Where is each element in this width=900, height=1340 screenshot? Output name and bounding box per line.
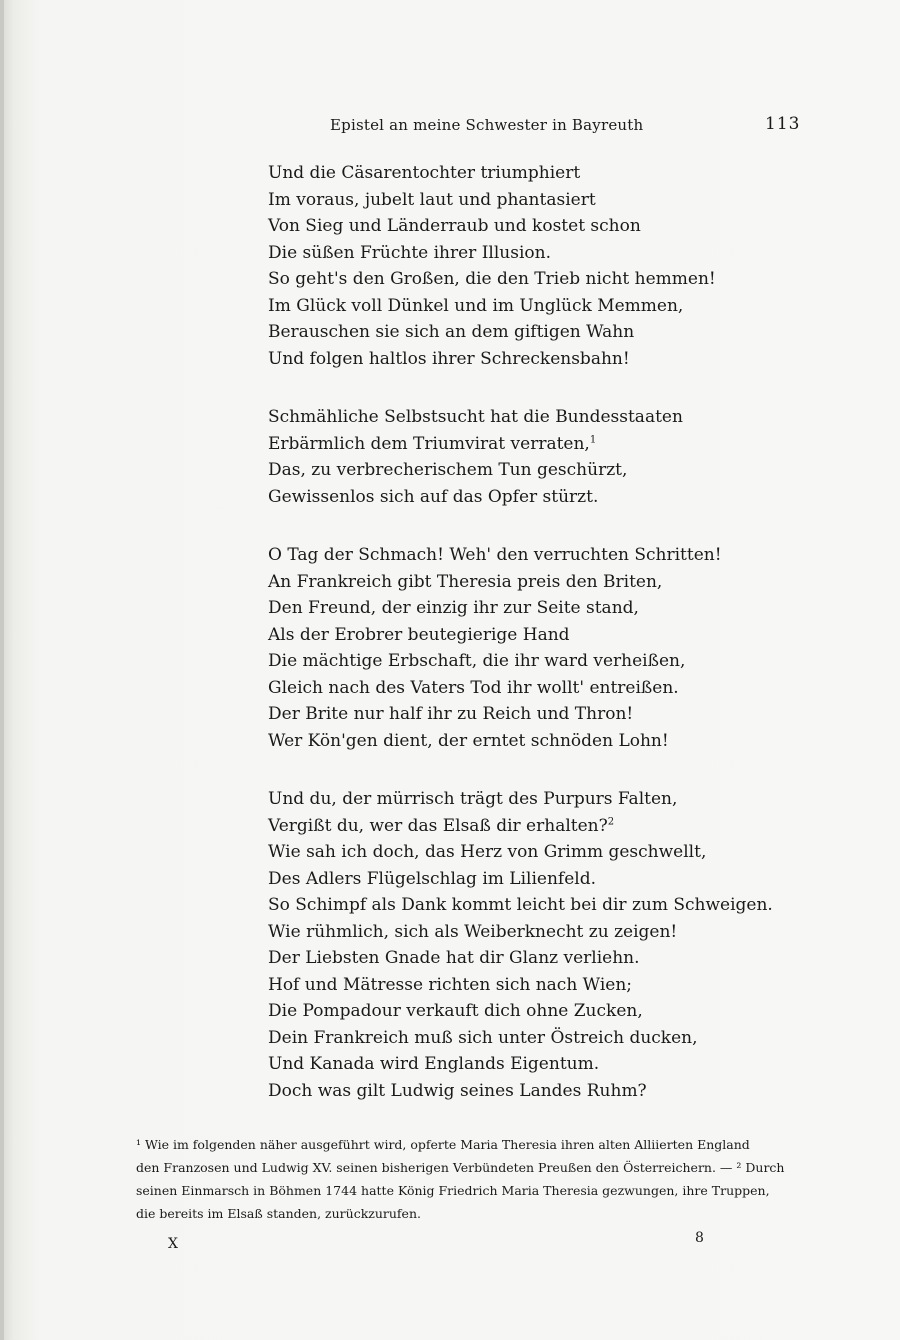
poem-line: Im Glück voll Dünkel und im Unglück Memmen, (268, 295, 684, 316)
poem-line: Und du, der mürrisch trägt des Purpurs Falten, (268, 789, 678, 809)
poem-line: So geht's den Großen, die den Trieb nicht hemmen! (268, 269, 716, 289)
poem-line: Der Liebsten Gnade hat dir Glanz verliehn. (268, 948, 640, 968)
footnote-line: die bereits im Elsaß standen, zurückzurufen. (136, 1206, 421, 1221)
poem-line: Als der Erobrer beutegierige Hand (268, 624, 570, 645)
footnote-ref: 2 (607, 815, 615, 827)
poem-line: Schmähliche Selbstsucht hat die Bundesstaaten (268, 407, 683, 427)
footnotes (136, 1133, 786, 1225)
poem-line-text: Vergißt du, wer das Elsaß dir erhalten? (268, 815, 608, 836)
poem-line: Im voraus, jubelt laut und phantasiert (268, 189, 596, 210)
poem-line: Des Adlers Flügelschlag im Lilienfeld. (268, 868, 596, 889)
poem-line: Doch was gilt Ludwig seines Landes Ruhm? (268, 1080, 647, 1101)
footnote-line: seinen Einmarsch in Böhmen 1744 hatte König Friedrich Maria Theresia gezwungen, ihre Truppen, (136, 1183, 770, 1198)
poem-line: Die süßen Früchte ihrer Illusion. (268, 242, 551, 263)
poem-line: Den Freund, der einzig ihr zur Seite stand, (268, 598, 639, 618)
stanza (268, 160, 828, 372)
poem-line: Und die Cäsarentochter triumphiert (268, 163, 581, 183)
page-gutter-edge (0, 0, 4, 1340)
poem (268, 160, 828, 1136)
poem-line: An Frankreich gibt Theresia preis den Briten, (268, 571, 663, 592)
poem-line: Wie rühmlich, sich als Weiberknecht zu zeigen! (268, 921, 678, 942)
footnote-line: ¹ Wie im folgenden näher ausgeführt wird, opferte Maria Theresia ihren alten Alliierten England (136, 1137, 750, 1152)
poem-line: Wie sah ich doch, das Herz von Grimm geschwellt, (268, 842, 707, 862)
poem-line: Die mächtige Erbschaft, die ihr ward verheißen, (268, 651, 686, 671)
poem-line: Dein Frankreich muß sich unter Östreich ducken, (268, 1027, 698, 1048)
poem-line: Hof und Mätresse richten sich nach Wien; (268, 974, 633, 995)
signature-number: 8 (695, 1230, 704, 1246)
footnote-line: den Franzosen und Ludwig XV. seinen bisherigen Verbündeten Preußen den Österreichern. — ² Durch (136, 1160, 785, 1175)
page-number: 113 (765, 114, 801, 134)
poem-line: Gleich nach des Vaters Tod ihr wollt' entreißen. (268, 677, 679, 698)
running-title: Epistel an meine Schwester in Bayreuth (330, 116, 644, 134)
poem-line-text: Erbärmlich dem Triumvirat verraten, (268, 433, 590, 454)
signature-mark: X (168, 1236, 178, 1252)
footnote-ref: 1 (589, 433, 597, 445)
poem-line: Von Sieg und Länderraub und kostet schon (268, 216, 641, 236)
poem-line: O Tag der Schmach! Weh' den verruchten Schritten! (268, 545, 722, 565)
poem-line: Und folgen haltlos ihrer Schreckensbahn! (268, 348, 630, 369)
poem-line-with-note (268, 431, 828, 458)
poem-line-with-note (268, 813, 828, 840)
poem-line: Gewissenlos sich auf das Opfer stürzt. (268, 486, 599, 507)
poem-line: Und Kanada wird Englands Eigentum. (268, 1054, 600, 1074)
stanza (268, 542, 828, 754)
poem-line: So Schimpf als Dank kommt leicht bei dir zum Schweigen. (268, 895, 773, 915)
stanza (268, 786, 828, 1104)
poem-line: Berauschen sie sich an dem giftigen Wahn (268, 322, 635, 342)
poem-line: Wer Kön'gen dient, der erntet schnöden Lohn! (268, 730, 669, 751)
poem-line: Der Brite nur half ihr zu Reich und Thron! (268, 704, 634, 724)
stanza (268, 404, 828, 510)
poem-line: Die Pompadour verkauft dich ohne Zucken, (268, 1001, 643, 1021)
poem-line: Das, zu verbrecherischem Tun geschürzt, (268, 460, 628, 480)
